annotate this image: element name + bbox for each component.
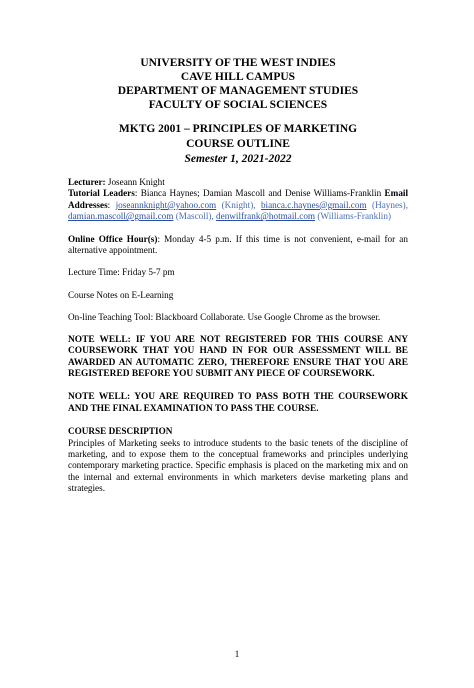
semester: Semester 1, 2021-2022 (184, 153, 292, 165)
registration-note: NOTE WELL: IF YOU ARE NOT REGISTERED FOR THIS COURSE ANY COURSEWORK THAT YOU HAND IN FOR OUR ASSESSMENT WILL BE AWARDED AN AUTOMATIC ZERO, THEREFORE ENSURE THAT YOU ARE REGISTERED BEFORE YOU SUBMIT ANY PIECE OF COURSEWORK. (68, 334, 408, 380)
tutorial-leaders-names: : Bianca Haynes; Damian Mascoll and Denise Williams-Franklin (134, 188, 382, 199)
document-page (0, 56, 474, 688)
email-separator: : (107, 199, 116, 210)
lecturer-name: Joseann Knight (107, 177, 165, 187)
institution-header (68, 56, 408, 112)
email-link-haynes[interactable]: bianca.c.haynes@gmail.com (260, 199, 367, 210)
faculty-name: FACULTY OF SOCIAL SCIENCES (148, 99, 328, 111)
campus-name: CAVE HILL CAMPUS (180, 71, 296, 83)
tutorial-leaders-line (68, 188, 408, 222)
pass-requirement-note: NOTE WELL: YOU ARE REQUIRED TO PASS BOTH THE COURSEWORK AND THE FINAL EXAMINATION TO PASS THE COURSE. (68, 392, 408, 414)
office-hours-label: Online Office Hour(s) (68, 233, 158, 244)
course-outline-title: COURSE OUTLINE (186, 138, 290, 150)
teaching-tool: On-line Teaching Tool: Blackboard Collaborate. Use Google Chrome as the browser. (68, 312, 381, 323)
email-owner-mascoll: (Mascoll), (175, 211, 214, 222)
course-description-body: Principles of Marketing seeks to introduce students to the basic tenets of the discipline of marketing, and to expose them to the conceptual frameworks and principles underlying contemporary marketing practice. Specific emphasis is placed on the marketing mix and on the internal and external environments in which marketers devise marketing plans and strategies. (68, 437, 408, 494)
email-link-knight[interactable]: joseannknight@yahoo.com (115, 199, 217, 210)
course-description (68, 426, 408, 494)
office-hours-text: : Monday 4-5 p.m. If this time is not convenient, e-mail for an alternative appointment. (68, 233, 408, 256)
email-link-williams-franklin[interactable]: denwilfrank@hotmail.com (216, 211, 316, 222)
course-title-block (68, 122, 408, 167)
staff-info (68, 177, 408, 223)
email-owner-haynes: (Haynes), (372, 199, 408, 210)
department-name: DEPARTMENT OF MANAGEMENT STUDIES (117, 85, 359, 97)
university-name: UNIVERSITY OF THE WEST INDIES (140, 57, 336, 69)
course-notes: Course Notes on E-Learning (68, 289, 174, 300)
email-link-mascoll[interactable]: damian.mascoll@gmail.com (68, 211, 174, 222)
course-description-heading: COURSE DESCRIPTION (68, 426, 173, 437)
course-code-title: MKTG 2001 – PRINCIPLES OF MARKETING (118, 123, 358, 135)
email-owner-williams-franklin: (Williams-Franklin) (317, 211, 392, 222)
lecture-time: Lecture Time: Friday 5-7 pm (68, 267, 175, 278)
email-addresses-label: Email Addresses (68, 188, 409, 210)
office-hours (68, 234, 408, 257)
lecturer-label: Lecturer: (68, 177, 106, 187)
tutorial-leaders-label: Tutorial Leaders (68, 188, 135, 199)
page-number: 1 (234, 649, 240, 659)
lecturer-line (68, 177, 408, 188)
email-owner-knight: (Knight), (221, 199, 256, 210)
